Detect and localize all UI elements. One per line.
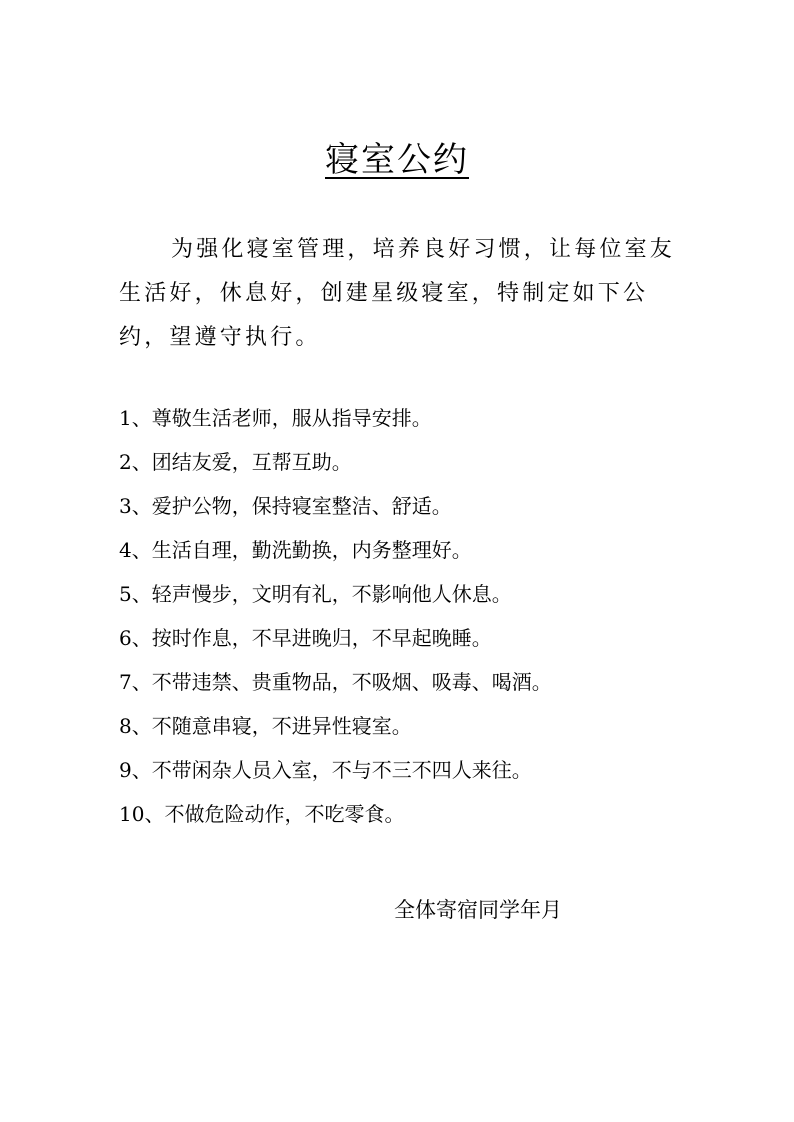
rule-item: 7、不带违禁、贵重物品，不吸烟、吸毒、喝酒。 (119, 670, 552, 694)
rule-item: 1、尊敬生活老师，服从指导安排。 (119, 406, 432, 430)
rule-item: 2、团结友爱，互帮互助。 (119, 450, 352, 474)
signature-line: 全体寄宿同学年月 (394, 898, 562, 922)
document-title (0, 136, 794, 184)
rule-item: 6、按时作息，不早进晚归，不早起晚睡。 (119, 626, 492, 650)
document-title-text: 寝室公约 (325, 140, 469, 180)
rule-item: 8、不随意串寝，不进异性寝室。 (119, 714, 412, 738)
rule-item: 5、轻声慢步，文明有礼，不影响他人休息。 (119, 582, 512, 606)
rule-item: 10、不做危险动作，不吃零食。 (119, 802, 405, 826)
rule-item: 3、爱护公物，保持寝室整洁、舒适。 (119, 494, 452, 518)
rules-list (119, 396, 719, 836)
rule-item: 9、不带闲杂人员入室，不与不三不四人来往。 (119, 758, 532, 782)
intro-paragraph: 为强化寝室管理，培养良好习惯，让每位室友生活好，休息好，创建星级寝室，特制定如下公约，望遵守执行。 (119, 237, 676, 350)
rule-item: 4、生活自理，勤洗勤换，内务整理好。 (119, 538, 472, 562)
